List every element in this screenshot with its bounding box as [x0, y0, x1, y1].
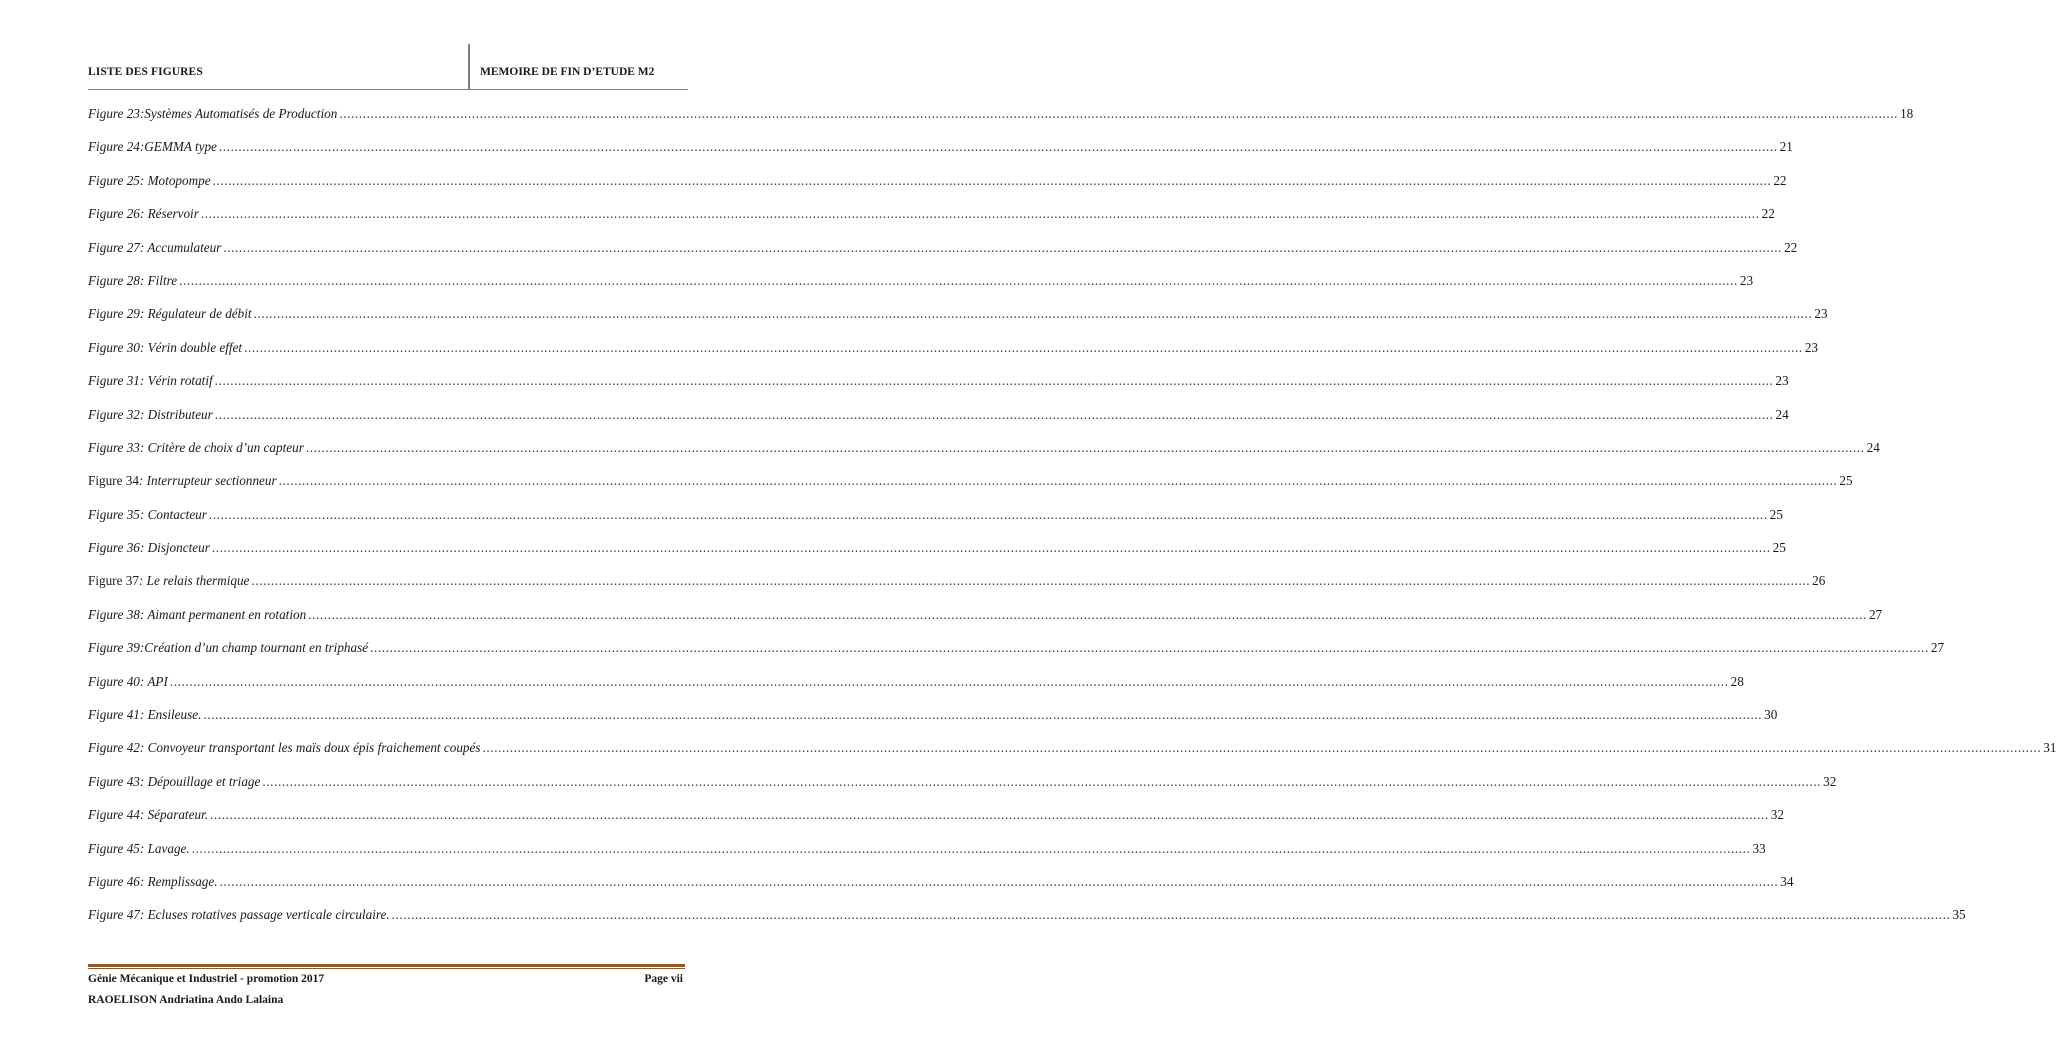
toc-entry-title	[88, 164, 211, 197]
toc-entry-prefix: Figure 34	[88, 473, 139, 489]
toc-entry-page: 32	[1770, 807, 1784, 823]
toc-entry-caption: Figure 28: Filtre	[88, 272, 178, 288]
toc-entry-title	[88, 130, 217, 163]
toc-leader-dots: ................................................................................................................................................................................................................................................................................................................................................................................................................	[244, 339, 1803, 355]
toc-entry[interactable]	[88, 297, 1828, 330]
toc-entry-caption: Figure 46: Remplissage.	[88, 873, 218, 889]
toc-entry[interactable]	[88, 731, 2056, 764]
header-divider	[468, 44, 470, 90]
toc-entry-caption: Figure 30: Vérin double effet	[88, 339, 243, 355]
toc-entry-title	[88, 631, 368, 664]
toc-entry[interactable]	[88, 631, 1945, 664]
toc-entry-title	[88, 331, 242, 364]
toc-entry-title	[88, 398, 213, 431]
toc-leader-dots: ................................................................................................................................................................................................................................................................................................................................................................................................................	[214, 373, 1774, 389]
toc-entry-title	[88, 798, 208, 831]
toc-entry[interactable]	[88, 231, 1798, 264]
toc-entry-title	[88, 898, 390, 931]
toc-entry-page: 22	[1761, 206, 1775, 222]
toc-entry-caption: Figure 44: Séparateur.	[88, 807, 209, 823]
toc-entry-page: 25	[1772, 540, 1786, 556]
toc-entry-caption: Figure 29: Régulateur de débit	[88, 306, 252, 322]
toc-entry[interactable]	[88, 798, 1784, 831]
footer-page-number: Page vii	[644, 973, 683, 985]
toc-entry-prefix: Figure 37	[88, 573, 139, 589]
toc-entry-page: 28	[1730, 673, 1744, 689]
toc-leader-dots: ................................................................................................................................................................................................................................................................................................................................................................................................................	[191, 840, 1751, 856]
toc-entry-title	[88, 531, 210, 564]
toc-entry-title	[88, 97, 337, 130]
toc-entry[interactable]	[88, 97, 1914, 130]
toc-leader-dots: ................................................................................................................................................................................................................................................................................................................................................................................................................	[210, 807, 1769, 823]
toc-leader-dots: ................................................................................................................................................................................................................................................................................................................................................................................................................	[219, 873, 1779, 889]
toc-entry-title	[88, 431, 304, 464]
toc-entry-title	[88, 731, 481, 764]
toc-entry[interactable]	[88, 364, 1789, 397]
toc-leader-dots: ................................................................................................................................................................................................................................................................................................................................................................................................................	[391, 907, 1951, 923]
toc-entry-caption: Figure 33: Critère de choix d’un capteur	[88, 439, 304, 455]
toc-entry-page: 26	[1812, 573, 1826, 589]
toc-entry-caption: : Interrupteur sectionneur	[138, 473, 277, 489]
toc-entry-page: 24	[1866, 439, 1880, 455]
toc-leader-dots: ................................................................................................................................................................................................................................................................................................................................................................................................................	[308, 606, 1867, 622]
toc-entry-title	[88, 464, 277, 497]
toc-entry-caption: Figure 35: Contacteur	[88, 506, 207, 522]
toc-entry[interactable]	[88, 197, 1775, 230]
toc-entry-page: 18	[1900, 106, 1914, 121]
toc-entry-title	[88, 264, 177, 297]
toc-entry[interactable]	[88, 698, 1778, 731]
toc-entry-title	[88, 698, 201, 731]
toc-entry-caption: Figure 42: Convoyeur transportant les maïs doux épis fraichement coupés	[88, 740, 481, 756]
toc-leader-dots: ................................................................................................................................................................................................................................................................................................................................................................................................................	[262, 773, 1822, 789]
toc-entry-page: 22	[1784, 239, 1798, 255]
header-rule	[88, 89, 688, 90]
toc-entry[interactable]	[88, 130, 1793, 163]
toc-entry-caption: Figure 27: Accumulateur	[88, 239, 222, 255]
toc-entry[interactable]	[88, 765, 1837, 798]
toc-entry-title	[88, 598, 306, 631]
toc-entry-page: 33	[1752, 840, 1766, 856]
toc-entry-caption: Figure 47: Ecluses rotatives passage verticale circulaire.	[88, 907, 390, 923]
toc-leader-dots: ................................................................................................................................................................................................................................................................................................................................................................................................................	[278, 473, 1838, 489]
toc-entry-caption: Figure 45: Lavage.	[88, 840, 190, 856]
toc-entry-page: 25	[1769, 506, 1783, 522]
header-section-title: LISTE DES FIGURES	[88, 66, 203, 78]
toc-entry-caption: : Le relais thermique	[138, 573, 250, 589]
toc-entry-caption: Figure 25: Motopompe	[88, 172, 211, 188]
list-of-figures	[88, 97, 2056, 932]
toc-entry-page: 23	[1804, 339, 1818, 355]
toc-entry-caption: Figure 26: Réservoir	[88, 206, 199, 222]
toc-leader-dots: ................................................................................................................................................................................................................................................................................................................................................................................................................	[370, 640, 1929, 656]
toc-entry-title	[88, 865, 218, 898]
toc-entry-caption: Figure 39:Création d’un champ tournant en triphasé	[88, 640, 369, 656]
toc-leader-dots: ................................................................................................................................................................................................................................................................................................................................................................................................................	[169, 673, 1729, 689]
toc-entry-caption: Figure 23:Systèmes Automatisés de Production	[88, 106, 338, 121]
toc-entry[interactable]	[88, 898, 1966, 931]
toc-entry-title	[88, 832, 190, 865]
toc-entry-caption: Figure 43: Dépouillage et triage	[88, 773, 261, 789]
toc-entry[interactable]	[88, 598, 1883, 631]
toc-entry[interactable]	[88, 398, 1789, 431]
toc-entry-page: 27	[1930, 640, 1945, 656]
page-header	[88, 44, 688, 90]
toc-entry-title	[88, 665, 168, 698]
toc-leader-dots: ................................................................................................................................................................................................................................................................................................................................................................................................................	[482, 740, 2042, 756]
toc-entry-title	[88, 564, 249, 597]
toc-entry[interactable]	[88, 531, 1786, 564]
toc-entry-title	[88, 498, 207, 531]
toc-leader-dots: ................................................................................................................................................................................................................................................................................................................................................................................................................	[253, 306, 1813, 322]
toc-entry-caption: Figure 32: Distributeur	[88, 406, 213, 422]
toc-entry-title	[88, 765, 260, 798]
toc-leader-dots: ................................................................................................................................................................................................................................................................................................................................................................................................................	[208, 506, 1768, 522]
toc-leader-dots: ................................................................................................................................................................................................................................................................................................................................................................................................................	[203, 707, 1763, 723]
toc-entry[interactable]	[88, 665, 1744, 698]
toc-entry[interactable]	[88, 832, 1766, 865]
toc-entry-title	[88, 231, 221, 264]
toc-entry-caption: Figure 31: Vérin rotatif	[88, 373, 213, 389]
toc-entry[interactable]	[88, 498, 1783, 531]
toc-entry-page: 24	[1775, 406, 1789, 422]
toc-leader-dots: ................................................................................................................................................................................................................................................................................................................................................................................................................	[179, 272, 1738, 288]
toc-entry-title	[88, 297, 252, 330]
toc-entry-page: 32	[1823, 773, 1837, 789]
toc-entry-page: 23	[1775, 373, 1789, 389]
footer-author: RAOELISON Andriatina Ando Lalaina	[88, 994, 284, 1006]
toc-entry[interactable]	[88, 431, 1880, 464]
toc-entry-title	[88, 197, 199, 230]
toc-entry[interactable]	[88, 865, 1794, 898]
toc-entry-page: 23	[1814, 306, 1828, 322]
toc-entry[interactable]	[88, 164, 1787, 197]
toc-entry-page: 27	[1868, 606, 1883, 622]
toc-leader-dots: ................................................................................................................................................................................................................................................................................................................................................................................................................	[212, 172, 1772, 188]
toc-entry-page: 30	[1764, 707, 1778, 723]
toc-leader-dots: ................................................................................................................................................................................................................................................................................................................................................................................................................	[211, 540, 1771, 556]
toc-entry-page: 21	[1779, 139, 1793, 155]
toc-entry-caption: Figure 38: Aimant permanent en rotation	[88, 606, 307, 622]
header-document-title: MEMOIRE DE FIN D’ETUDE M2	[480, 66, 655, 78]
toc-entry-caption: Figure 40: API	[88, 673, 168, 689]
toc-entry-caption: Figure 36: Disjoncteur	[88, 540, 210, 556]
toc-entry[interactable]	[88, 564, 1826, 597]
toc-entry-page: 25	[1839, 473, 1853, 489]
toc-leader-dots: ................................................................................................................................................................................................................................................................................................................................................................................................................	[305, 439, 1865, 455]
toc-entry-page: 35	[1952, 907, 1966, 923]
toc-entry-caption: Figure 24:GEMMA type	[88, 139, 217, 155]
footer-rule	[88, 964, 685, 967]
footer-department: Génie Mécanique et Industriel - promotion 2017	[88, 973, 325, 985]
toc-entry-page: 22	[1773, 172, 1787, 188]
toc-entry-title	[88, 364, 213, 397]
toc-entry-caption: Figure 41: Ensileuse.	[88, 707, 202, 723]
toc-leader-dots: ................................................................................................................................................................................................................................................................................................................................................................................................................	[214, 406, 1774, 422]
toc-entry[interactable]	[88, 331, 1818, 364]
toc-entry[interactable]	[88, 464, 1853, 497]
toc-entry-page: 31	[2043, 740, 2056, 756]
toc-leader-dots: ................................................................................................................................................................................................................................................................................................................................................................................................................	[200, 206, 1760, 222]
toc-leader-dots: ................................................................................................................................................................................................................................................................................................................................................................................................................	[223, 239, 1783, 255]
toc-leader-dots: ................................................................................................................................................................................................................................................................................................................................................................................................................	[339, 106, 1899, 121]
toc-entry[interactable]	[88, 264, 1754, 297]
toc-leader-dots: ................................................................................................................................................................................................................................................................................................................................................................................................................	[218, 139, 1778, 155]
toc-leader-dots: ................................................................................................................................................................................................................................................................................................................................................................................................................	[251, 573, 1811, 589]
toc-entry-page: 23	[1739, 272, 1754, 288]
toc-entry-page: 34	[1780, 873, 1794, 889]
footer-rule-thin	[88, 968, 685, 969]
